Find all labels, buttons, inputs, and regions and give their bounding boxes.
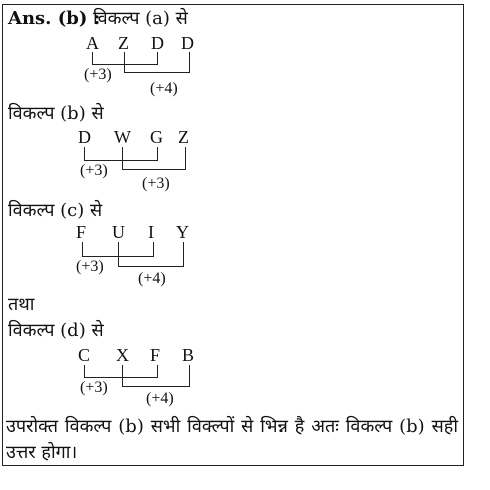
option-a-heading: विकल्प (a) से xyxy=(93,8,188,29)
option-b-bracket-2 xyxy=(122,147,186,170)
option-b-letter-4: Z xyxy=(178,127,189,147)
option-c-heading: विकल्प (c) से xyxy=(8,200,103,221)
option-b-letter-3: G xyxy=(150,127,163,147)
option-c-letter-1: F xyxy=(76,222,87,242)
option-c-diff-2: (+4) xyxy=(138,270,166,287)
option-d-diff-2: (+4) xyxy=(146,390,174,407)
option-b-letter-1: D xyxy=(78,127,91,147)
option-a-letter-2: Z xyxy=(118,33,129,53)
option-d-letter-3: F xyxy=(150,345,161,365)
option-c-letter-4: Y xyxy=(176,222,189,242)
option-d-diff-1: (+3) xyxy=(80,379,108,396)
option-c-diff-1: (+3) xyxy=(76,258,104,275)
option-a-diff-1: (+3) xyxy=(84,66,112,83)
option-d-bracket-2 xyxy=(122,365,190,387)
answer-box xyxy=(2,4,464,466)
option-c-bracket-2 xyxy=(118,242,184,267)
option-b-diff-2: (+3) xyxy=(142,175,170,192)
option-b-heading: विकल्प (b) से xyxy=(8,103,104,124)
option-d-letter-1: C xyxy=(78,345,91,365)
option-b-letter-2: W xyxy=(114,127,131,147)
option-b-diff-1: (+3) xyxy=(80,162,108,179)
option-a-bracket-2 xyxy=(124,52,190,73)
option-a-letter-3: D xyxy=(151,33,164,53)
answer-label: Ans. (b) : xyxy=(8,8,101,29)
option-d-heading: विकल्प (d) से xyxy=(8,320,104,341)
option-c-letter-3: I xyxy=(148,222,154,242)
option-a-letter-4: D xyxy=(181,33,194,53)
option-d-letter-2: X xyxy=(116,345,129,365)
option-a-letter-1: A xyxy=(86,33,99,53)
option-a-diff-2: (+4) xyxy=(150,80,178,97)
conclusion-text: उपरोक्त विकल्प (b) सभी विक्ल्पों से भिन्न है अतः विकल्प (b) सही उत्तर होगा। xyxy=(6,416,458,463)
connector-text: तथा xyxy=(8,294,35,315)
option-d-letter-4: B xyxy=(182,345,195,365)
option-c-letter-2: U xyxy=(112,222,125,242)
